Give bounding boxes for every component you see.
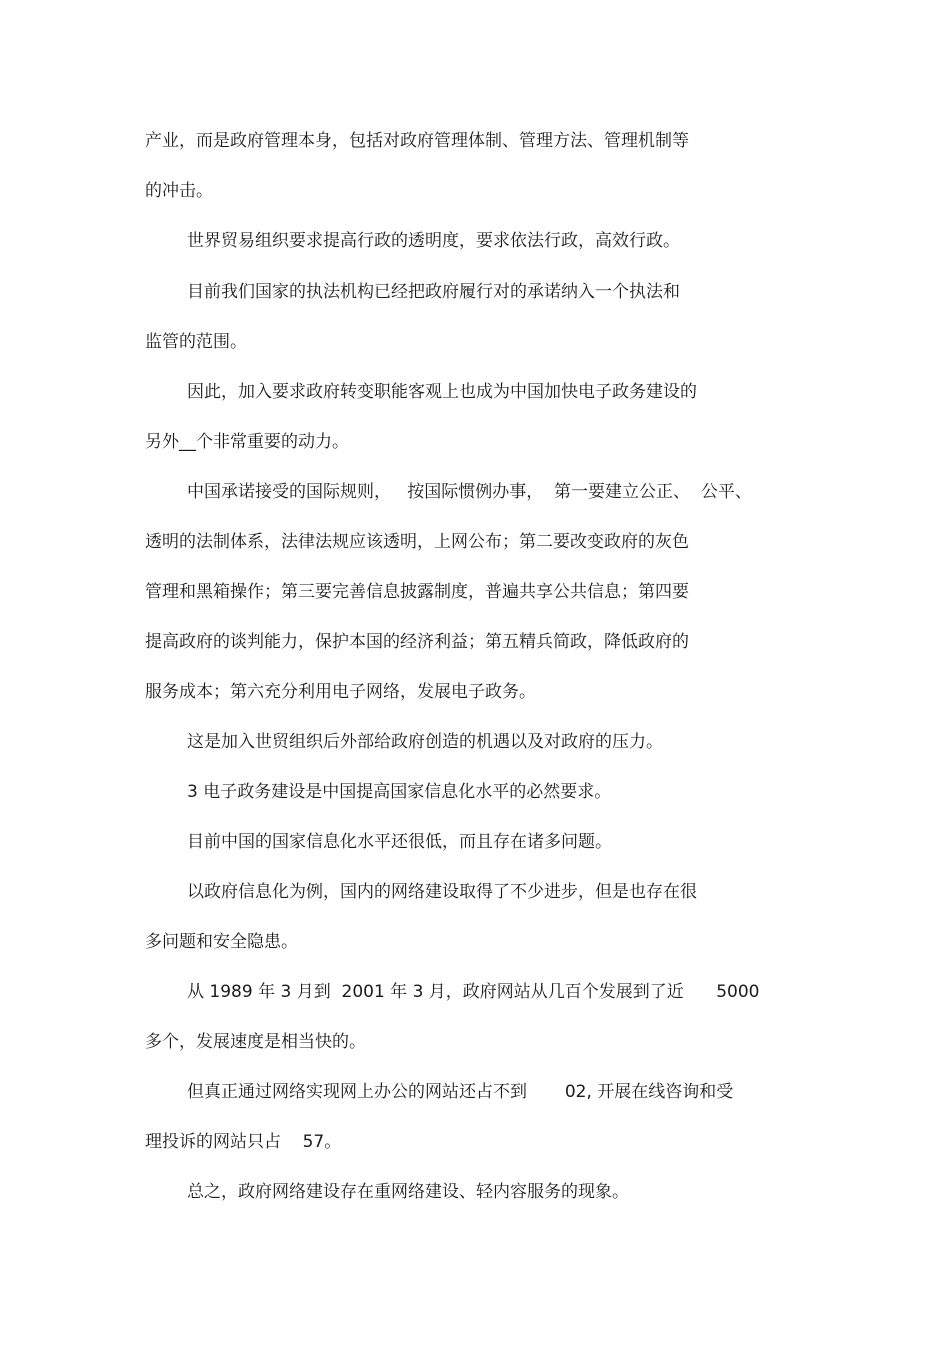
text-line: 因此，加入要求政府转变职能客观上也成为中国加快电子政务建设的 bbox=[187, 382, 697, 402]
text-line: 另外__个非常重要的动力。 bbox=[145, 432, 349, 452]
text-line: 提高政府的谈判能力，保护本国的经济利益；第五精兵简政，降低政府的 bbox=[145, 632, 689, 652]
text-line: 理投诉的网站只占 57。 bbox=[145, 1132, 342, 1152]
text-line: 从 1989 年 3 月到 2001 年 3 月，政府网站从几百个发展到了近 5000 bbox=[187, 982, 760, 1002]
text-line: 世界贸易组织要求提高行政的透明度，要求依法行政，高效行政。 bbox=[187, 231, 680, 251]
text-line: 多个，发展速度是相当快的。 bbox=[145, 1032, 366, 1052]
text-line: 多问题和安全隐患。 bbox=[145, 932, 298, 952]
text-line: 目前我们国家的执法机构已经把政府履行对的承诺纳入一个执法和 bbox=[187, 282, 680, 302]
text-line: 透明的法制体系，法律法规应该透明，上网公布；第二要改变政府的灰色 bbox=[145, 532, 689, 552]
text-line: 管理和黑箱操作；第三要完善信息披露制度，普遍共享公共信息；第四要 bbox=[145, 582, 689, 602]
text-line: 目前中国的国家信息化水平还很低，而且存在诸多问题。 bbox=[187, 832, 612, 852]
text-line: 3 电子政务建设是中国提高国家信息化水平的必然要求。 bbox=[187, 782, 612, 802]
text-line: 监管的范围。 bbox=[145, 332, 247, 352]
text-line: 这是加入世贸组织后外部给政府创造的机遇以及对政府的压力。 bbox=[187, 732, 663, 752]
text-line: 服务成本；第六充分利用电子网络，发展电子政务。 bbox=[145, 682, 536, 702]
text-line: 以政府信息化为例，国内的网络建设取得了不少进步，但是也存在很 bbox=[187, 882, 697, 902]
text-line: 产业，而是政府管理本身，包括对政府管理体制、管理方法、管理机制等 bbox=[145, 131, 689, 151]
text-line: 总之，政府网络建设存在重网络建设、轻内容服务的现象。 bbox=[187, 1182, 629, 1202]
text-line: 但真正通过网络实现网上办公的网站还占不到 02, 开展在线咨询和受 bbox=[187, 1082, 734, 1102]
text-line: 中国承诺接受的国际规则， 按国际惯例办事， 第一要建立公正、 公平、 bbox=[187, 482, 752, 502]
text-line: 的冲击。 bbox=[145, 181, 213, 201]
